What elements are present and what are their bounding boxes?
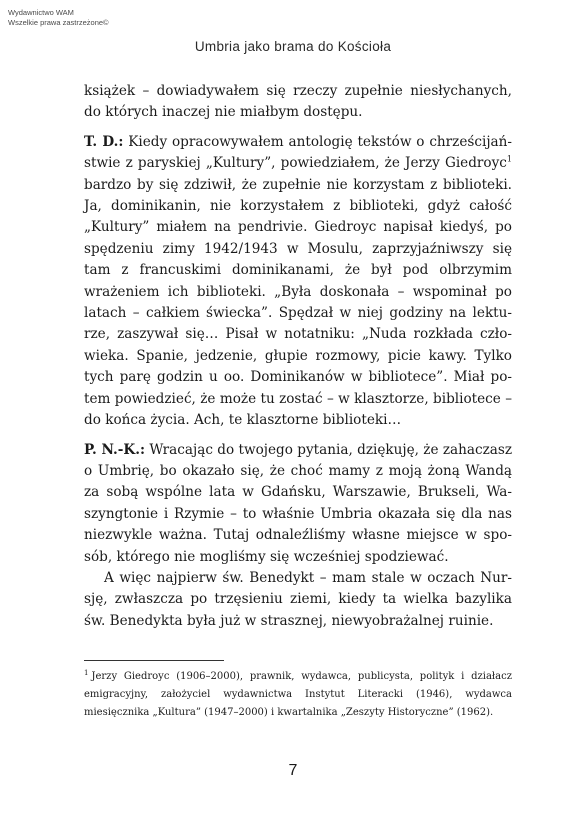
paragraph-2 — [84, 132, 512, 432]
paragraph-1: książek – dowiadywałem się rzeczy zupełnie niesłychanych, do których inaczej nie miałbym dostępu. — [84, 83, 512, 121]
paragraph-4: A więc najpierw św. Benedykt – mam stale w oczach Nursję, zwłaszcza po trzęsieniu ziemi, kiedy ta wielka bazylika św. Benedykta była już w strasznej, niewyobrażalnej ruinie. — [84, 569, 512, 629]
footnote-reference[interactable]: 1 — [506, 154, 512, 164]
speaker-label-pnk: P. N.-K.: — [84, 441, 145, 458]
footnote-divider — [84, 660, 224, 661]
main-text — [84, 81, 512, 632]
page-number: 7 — [288, 762, 298, 779]
paragraph-2-text-b: bardzo by się zdziwił, że zupełnie nie korzystam z biblioteki. Ja, dominikanin, nie korzystałem z biblioteki, gdyż całość „Kultury” miałem na pendrivie. Giedroyc napisał kiedyś, po spędzeniu zimy 1942/1943 w Mosulu, zaprzyjaźniwszy się tam z francuskimi dominikanami, że był pod olbrzymim wrażeniem ich biblioteki. „Była doskonała – wspominał po latach – całkiem świecka”. Spędzał w niej godziny na lekturze, zaszywał się… Pisał w notatniku: „Nuda rozkłada człowieka. Spanie, jedzenie, głupie rozmowy, picie kawy. Tylko tych parę godzin u oo. Dominikanów w bibliotece”. Miał potem powiedzieć, że może tu zostać – w klasztorze, bibliotece – do końca życia. Ach, te klasztorne biblioteki… — [84, 176, 512, 429]
watermark-line-2: Wszelkie prawa zastrzeżone© — [8, 18, 109, 27]
publisher-watermark — [8, 8, 109, 28]
paragraph-3-text: Wracając do twojego pytania, dziękuję, że zahaczasz o Umbrię, bo okazało się, że choć mamy z moją żoną Wandą za sobą wspólne lata w Gdańsku, Warszawie, Brukseli, Waszyngtonie i Rzymie – to właśnie Umbria okazała się dla nas niezwykle ważna. Tutaj odnaleźliśmy własne miejsce w sposób, którego nie mogliśmy się wcześniej spodziewać. — [84, 441, 512, 565]
paragraph-2-text-a: Kiedy opracowywałem antologię tekstów o chrześcijaństwie z paryskiej „Kultury”, powiedziałem, że Jerzy Giedroyc — [84, 133, 512, 172]
paragraph-3 — [84, 440, 512, 568]
footnote-text: Jerzy Giedroyc (1906–2000), prawnik, wydawca, publicysta, polityk i działacz emigracyjny, założyciel wydawnictwa Instytut Literacki (1946), wydawca miesięcznika „Kultura” (1947–2000) i kwartalnika „Zeszyty Historyczne” (1962). — [84, 671, 512, 718]
footnote-number: 1 — [84, 668, 89, 677]
running-header: Umbria jako brama do Kościoła — [194, 39, 392, 54]
footnote — [84, 668, 512, 722]
watermark-line-1: Wydawnictwo WAM — [8, 8, 74, 17]
speaker-label-td: T. D.: — [84, 133, 124, 150]
